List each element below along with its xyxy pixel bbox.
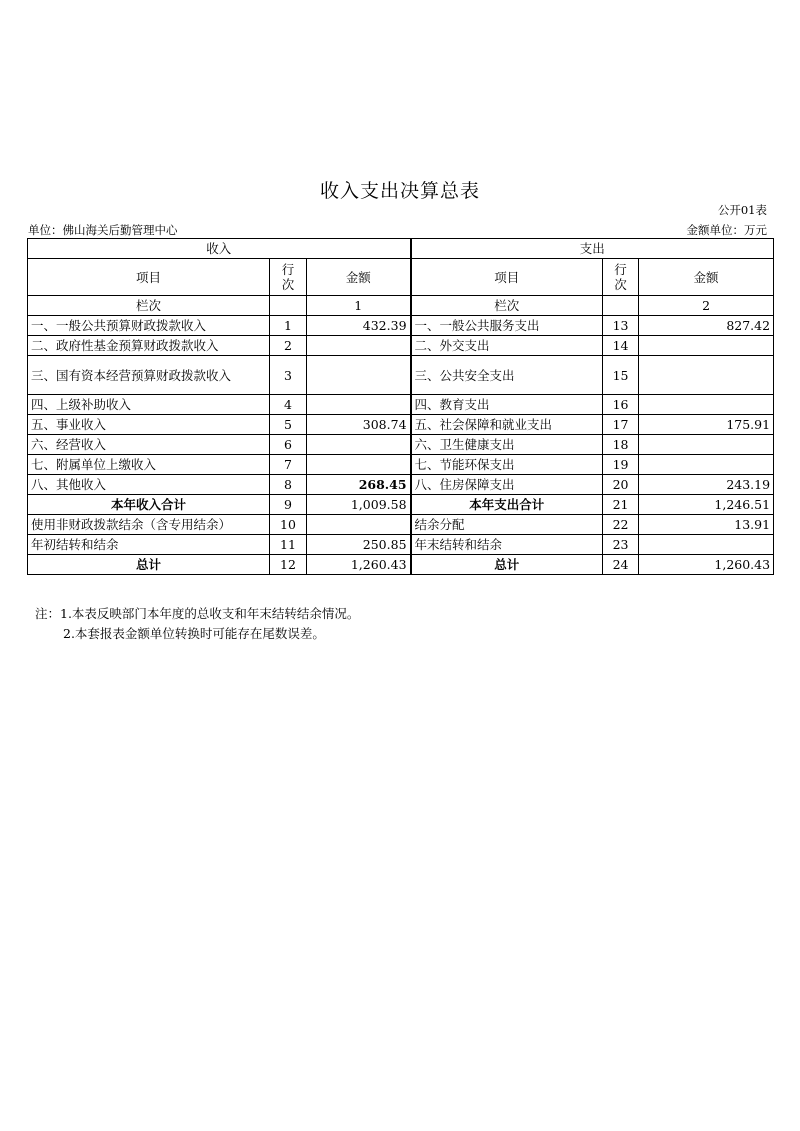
income-total-amount: 1,260.43: [307, 555, 411, 575]
income-col-row: 行次: [270, 259, 307, 296]
expense-row-no: 23: [603, 535, 639, 555]
income-row-no: 2: [270, 336, 307, 356]
income-amount: [307, 336, 411, 356]
income-item: 七、附属单位上缴收入: [28, 455, 270, 475]
expense-row-no: 17: [603, 415, 639, 435]
expense-row-no: 22: [603, 515, 639, 535]
notes: [35, 604, 359, 644]
expense-col-item: 项目: [411, 259, 603, 296]
table-row: [28, 475, 774, 495]
empty-cell: [603, 296, 639, 316]
income-row-no: 12: [270, 555, 307, 575]
income-item: 三、国有资本经营预算财政拨款收入: [28, 356, 270, 395]
expense-subtotal-label: 本年支出合计: [411, 495, 603, 515]
expense-amount: [639, 435, 774, 455]
expense-item: 五、社会保障和就业支出: [411, 415, 603, 435]
expense-amount: 827.42: [639, 316, 774, 336]
expense-amount: [639, 455, 774, 475]
income-row-no: 8: [270, 475, 307, 495]
income-header: 收入: [28, 239, 411, 259]
expense-row-no: 18: [603, 435, 639, 455]
page-title: 收入支出决算总表: [319, 180, 480, 202]
total-row: [28, 555, 774, 575]
income-row-no: 6: [270, 435, 307, 455]
empty-cell: [270, 296, 307, 316]
income-col-no: 1: [307, 296, 411, 316]
table-row: [28, 336, 774, 356]
table-row: [28, 435, 774, 455]
expense-row-no: 13: [603, 316, 639, 336]
form-number: 公开01表: [717, 203, 767, 217]
expense-item: 四、教育支出: [411, 395, 603, 415]
expense-item: 七、节能环保支出: [411, 455, 603, 475]
income-amount: 268.45: [307, 475, 411, 495]
income-item: 六、经营收入: [28, 435, 270, 455]
income-row-no: 1: [270, 316, 307, 336]
income-amount: [307, 356, 411, 395]
income-amount: [307, 515, 411, 535]
reporting-unit: 单位：佛山海关后勤管理中心: [28, 223, 178, 237]
expense-row-no: 14: [603, 336, 639, 356]
expense-item: 年末结转和结余: [411, 535, 603, 555]
expense-total-label: 总计: [411, 555, 603, 575]
expense-amount: 13.91: [639, 515, 774, 535]
income-item: 五、事业收入: [28, 415, 270, 435]
column-header-row: [28, 259, 774, 296]
expense-amount: 243.19: [639, 475, 774, 495]
expense-amount: [639, 336, 774, 356]
table-row: [28, 515, 774, 535]
note-2: 2.本套报表金额单位转换时可能存在尾数误差。: [63, 626, 325, 641]
income-row-no: 4: [270, 395, 307, 415]
expense-row-no: 16: [603, 395, 639, 415]
expense-row-no: 19: [603, 455, 639, 475]
income-row-no: 5: [270, 415, 307, 435]
expense-item: 结余分配: [411, 515, 603, 535]
expense-col-row: 行次: [603, 259, 639, 296]
amount-unit: 金额单位：万元: [686, 223, 767, 237]
income-item: 二、政府性基金预算财政拨款收入: [28, 336, 270, 356]
expense-col-no: 2: [639, 296, 774, 316]
income-row-no: 9: [270, 495, 307, 515]
income-expense-table: [27, 238, 774, 575]
subtotal-row: [28, 495, 774, 515]
income-amount: 250.85: [307, 535, 411, 555]
table-row: [28, 455, 774, 475]
expense-total-amount: 1,260.43: [639, 555, 774, 575]
table-row: [28, 415, 774, 435]
income-subtotal-amount: 1,009.58: [307, 495, 411, 515]
income-item: 八、其他收入: [28, 475, 270, 495]
expense-subtotal-amount: 1,246.51: [639, 495, 774, 515]
income-item: 一、一般公共预算财政拨款收入: [28, 316, 270, 336]
income-amount: [307, 455, 411, 475]
column-number-row: [28, 296, 774, 316]
income-row-no: 11: [270, 535, 307, 555]
expense-amount: [639, 395, 774, 415]
expense-col-no-label: 栏次: [411, 296, 603, 316]
expense-amount: 175.91: [639, 415, 774, 435]
income-total-label: 总计: [28, 555, 270, 575]
expense-col-amount: 金额: [639, 259, 774, 296]
income-item: 年初结转和结余: [28, 535, 270, 555]
note-1: 注：1.本表反映部门本年度的总收支和年末结转结余情况。: [35, 606, 360, 621]
income-col-item: 项目: [28, 259, 270, 296]
expense-row-no: 24: [603, 555, 639, 575]
table-row: [28, 316, 774, 336]
expense-item: 二、外交支出: [411, 336, 603, 356]
expense-row-no: 20: [603, 475, 639, 495]
expense-item: 八、住房保障支出: [411, 475, 603, 495]
income-row-no: 3: [270, 356, 307, 395]
income-subtotal-label: 本年收入合计: [28, 495, 270, 515]
expense-header: 支出: [411, 239, 774, 259]
income-item: 使用非财政拨款结余（含专用结余）: [28, 515, 270, 535]
income-amount: [307, 395, 411, 415]
income-col-amount: 金额: [307, 259, 411, 296]
income-item: 四、上级补助收入: [28, 395, 270, 415]
table-row: [28, 356, 774, 395]
table-row: [28, 535, 774, 555]
expense-row-no: 15: [603, 356, 639, 395]
table-row: [28, 395, 774, 415]
income-amount: 308.74: [307, 415, 411, 435]
expense-amount: [639, 535, 774, 555]
section-header-row: [28, 239, 774, 259]
expense-row-no: 21: [603, 495, 639, 515]
income-col-no-label: 栏次: [28, 296, 270, 316]
income-row-no: 10: [270, 515, 307, 535]
expense-item: 三、公共安全支出: [411, 356, 603, 395]
income-amount: 432.39: [307, 316, 411, 336]
income-amount: [307, 435, 411, 455]
expense-item: 六、卫生健康支出: [411, 435, 603, 455]
expense-item: 一、一般公共服务支出: [411, 316, 603, 336]
expense-amount: [639, 356, 774, 395]
income-row-no: 7: [270, 455, 307, 475]
